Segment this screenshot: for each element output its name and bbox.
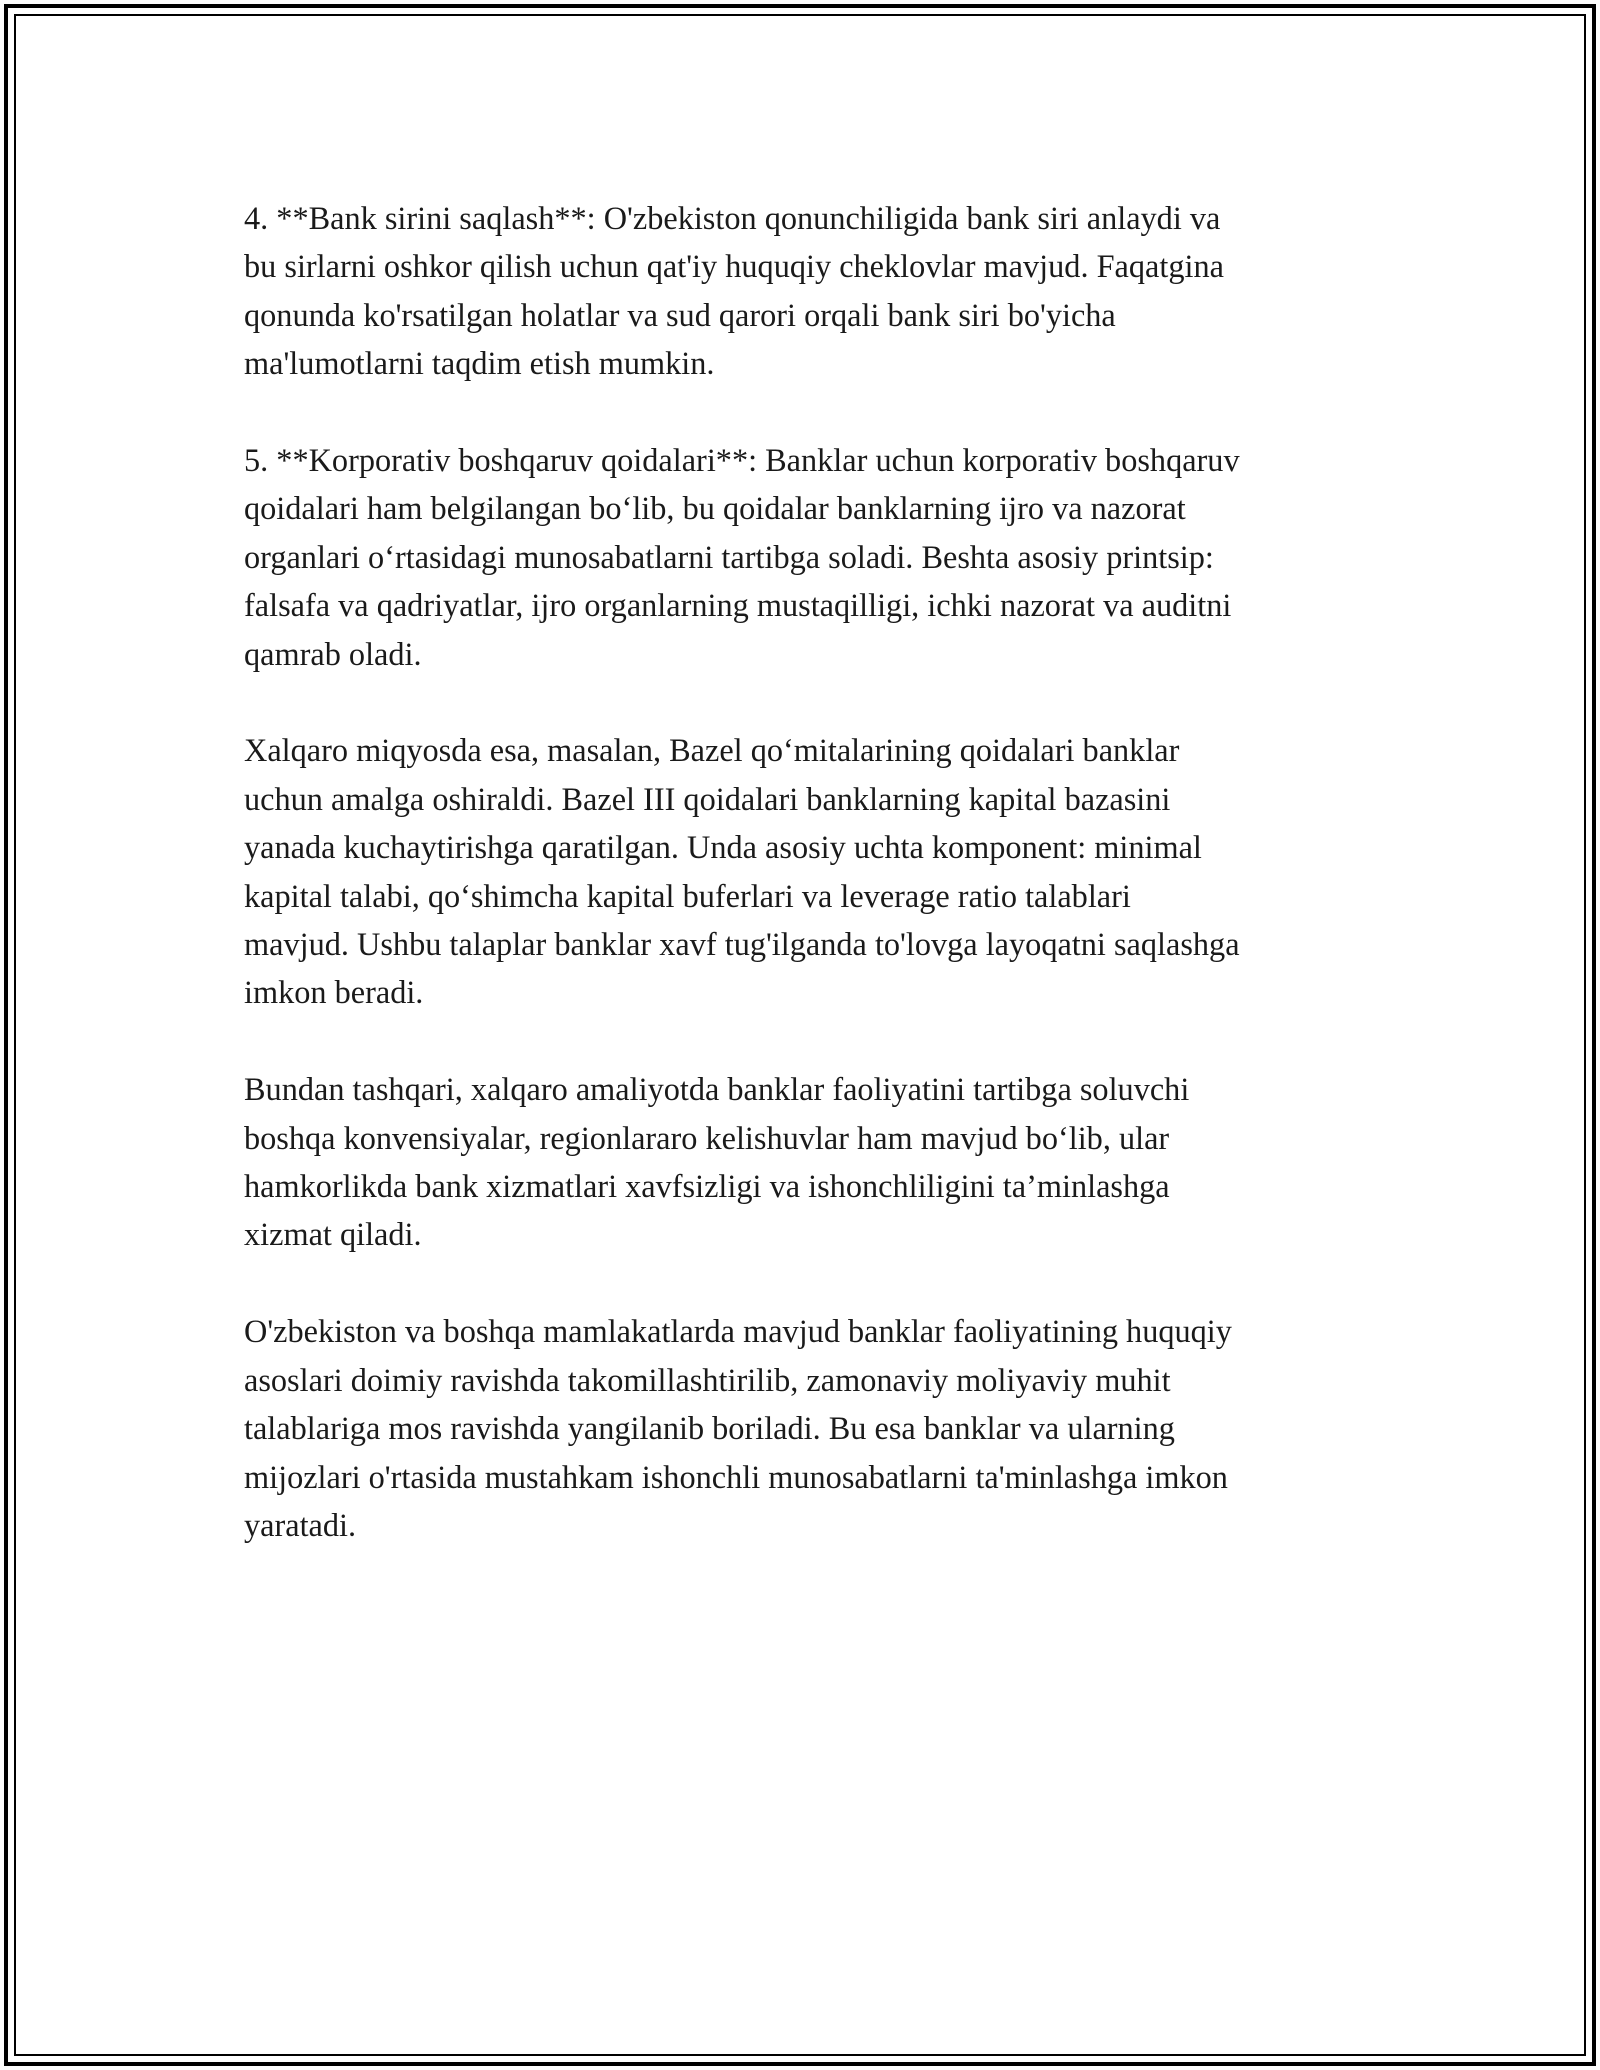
paragraph-international-conventions xyxy=(244,1065,1384,1259)
text-line: 4. **Bank sirini saqlash**: O'zbekiston qonunchiligida bank siri anlaydi va xyxy=(244,200,1221,236)
text-line: bu sirlarni oshkor qilish uchun qat'iy huquqiy cheklovlar mavjud. Faqatgina xyxy=(244,248,1224,285)
text-line: mavjud. Ushbu talaplar banklar xavf tug'ilganda to'lovga layoqatni saqlashga xyxy=(244,926,1240,963)
paragraph-conclusion xyxy=(244,1307,1384,1549)
text-line: Xalqaro miqyosda esa, masalan, Bazel qo‘mitalarining qoidalari banklar xyxy=(244,732,1180,769)
page-frame xyxy=(4,4,1596,2066)
text-line: Bundan tashqari, xalqaro amaliyotda banklar faoliyatini tartibga soluvchi xyxy=(244,1071,1190,1108)
text-line: talablariga mos ravishda yangilanib boriladi. Bu esa banklar va ularning xyxy=(244,1410,1175,1447)
text-line: 5. **Korporativ boshqaruv qoidalari**: Banklar uchun korporativ boshqaruv xyxy=(244,442,1240,479)
text-line: asoslari doimiy ravishda takomillashtirilib, zamonaviy moliyaviy muhit xyxy=(244,1361,1171,1398)
text-line: uchun amalga oshiraldi. Bazel III qoidalari banklarning kapital bazasini xyxy=(244,780,1171,817)
text-line: qonunda ko'rsatilgan holatlar va sud qarori orqali bank siri bo'yicha xyxy=(244,296,1116,333)
paragraph-corporate-governance xyxy=(244,436,1384,678)
text-line: organlari o‘rtasidagi munosabatlarni tartibga soladi. Beshta asosiy printsip: xyxy=(244,538,1214,575)
text-line: hamkorlikda bank xizmatlari xavfsizligi va ishonchliligini ta’minlashga xyxy=(244,1168,1170,1205)
text-line: ma'lumotlarni taqdim etish mumkin. xyxy=(244,345,715,382)
text-line: qamrab oladi. xyxy=(244,635,422,672)
text-line: qoidalari ham belgilangan bo‘lib, bu qoidalar banklarning ijro va nazorat xyxy=(244,490,1186,527)
text-line: imkon beradi. xyxy=(244,974,424,1011)
paragraph-bank-secrecy xyxy=(244,194,1384,388)
text-line: falsafa va qadriyatlar, ijro organlarning mustaqilligi, ichki nazorat va auditni xyxy=(244,587,1232,624)
text-line: xizmat qiladi. xyxy=(244,1216,422,1253)
text-line: O'zbekiston va boshqa mamlakatlarda mavjud banklar faoliyatining huquqiy xyxy=(244,1313,1232,1350)
document-body xyxy=(244,194,1384,1549)
text-line: yanada kuchaytirishga qaratilgan. Unda asosiy uchta komponent: minimal xyxy=(244,829,1202,866)
text-line: kapital talabi, qo‘shimcha kapital buferlari va leverage ratio talablari xyxy=(244,877,1131,914)
text-line: yaratadi. xyxy=(244,1506,357,1543)
text-line: mijozlari o'rtasida mustahkam ishonchli munosabatlarni ta'minlashga imkon xyxy=(244,1458,1228,1495)
text-line: boshqa konvensiyalar, regionlararo kelishuvlar ham mavjud bo‘lib, ular xyxy=(244,1119,1170,1156)
paragraph-basel-rules xyxy=(244,726,1384,1016)
